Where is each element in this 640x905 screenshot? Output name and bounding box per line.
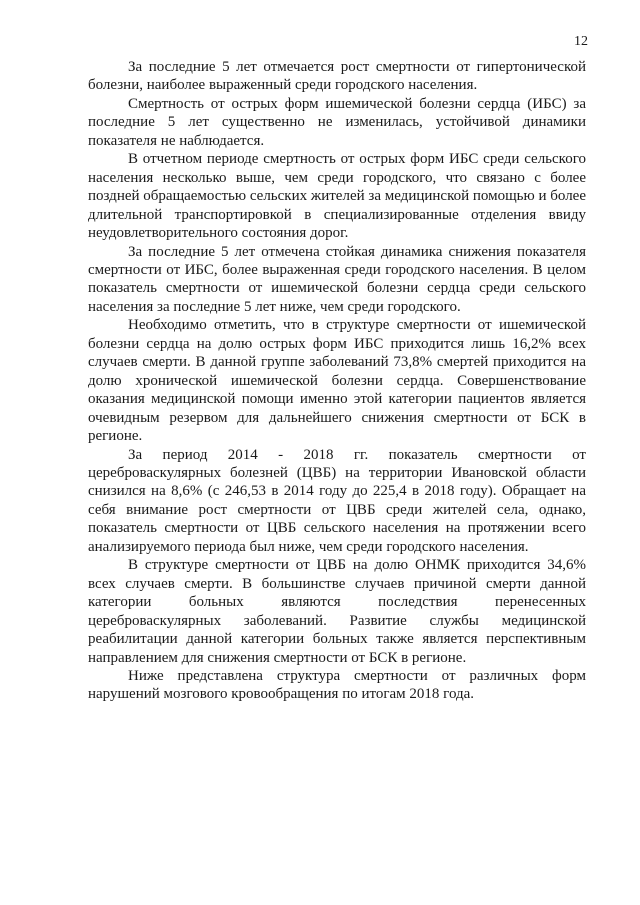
paragraph-ihd-structure: Необходимо отметить, что в структуре смертности от ишемической болезни сердца на долю острых форм ИБС приходится лишь 16,2% всех случаев смерти. В данной группе заболеваний 73,8% смертей приходится на долю хронической ишемической болезни сердца. Совершенствование оказания медицинской помощи именно этой категории пациентов является очевидным резервом для дальнейшего снижения смертности от БСК в регионе. <box>88 317 586 445</box>
paragraph-ihd-mortality: Смертность от острых форм ишемической болезни сердца (ИБС) за последние 5 лет существенно не изменилась, устойчивой динамики показателя не наблюдается. <box>88 95 586 149</box>
paragraph-rural-ihd: В отчетном периоде смертность от острых форм ИБС среди сельского населения несколько выше, чем среди городского, что связано с более поздней обращаемостью сельских жителей за медицинской помощью и более длительной транспортировкой в специализированные отделения ввиду неудовлетворительного состояния дорог. <box>88 151 586 242</box>
page-number: 12 <box>574 34 588 49</box>
paragraph-cvd-period: За период 2014 - 2018 гг. показатель смертности от цереброваскулярных болезней (ЦВБ) на территории Ивановской области снизился на 8,6% (с 246,53 в 2014 году до 225,4 в 2018 году). Обращает на себя внимание рост смертности от ЦВБ среди жителей села, однако, показатель смертности от ЦВБ сельского населения на протяжении всего анализируемого периода был ниже, чем среди городского населения. <box>88 446 586 555</box>
paragraph-structure-intro: Ниже представлена структура смертности от различных форм нарушений мозгового кровообращения по итогам 2018 года. <box>88 667 586 703</box>
paragraph-ihd-dynamics: За последние 5 лет отмечена стойкая динамика снижения показателя смертности от ИБС, более выраженная среди городского населения. В целом показатель смертности от ишемической болезни сердца среди сельского населения за последние 5 лет ниже, чем среди городского. <box>88 243 586 315</box>
document-body <box>88 58 586 704</box>
paragraph-cvd-structure: В структуре смертности от ЦВБ на долю ОНМК приходится 34,6% всех случаев смерти. В большинстве случаев причиной смерти данной категории больных являются последствия перенесенных цереброваскулярных заболеваний. Развитие службы медицинской реабилитации данной категории больных также является перспективным направлением для снижения смертности от БСК в регионе. <box>88 557 586 666</box>
paragraph-hypertension: За последние 5 лет отмечается рост смертности от гипертонической болезни, наиболее выраженный среди городского населения. <box>88 59 586 94</box>
